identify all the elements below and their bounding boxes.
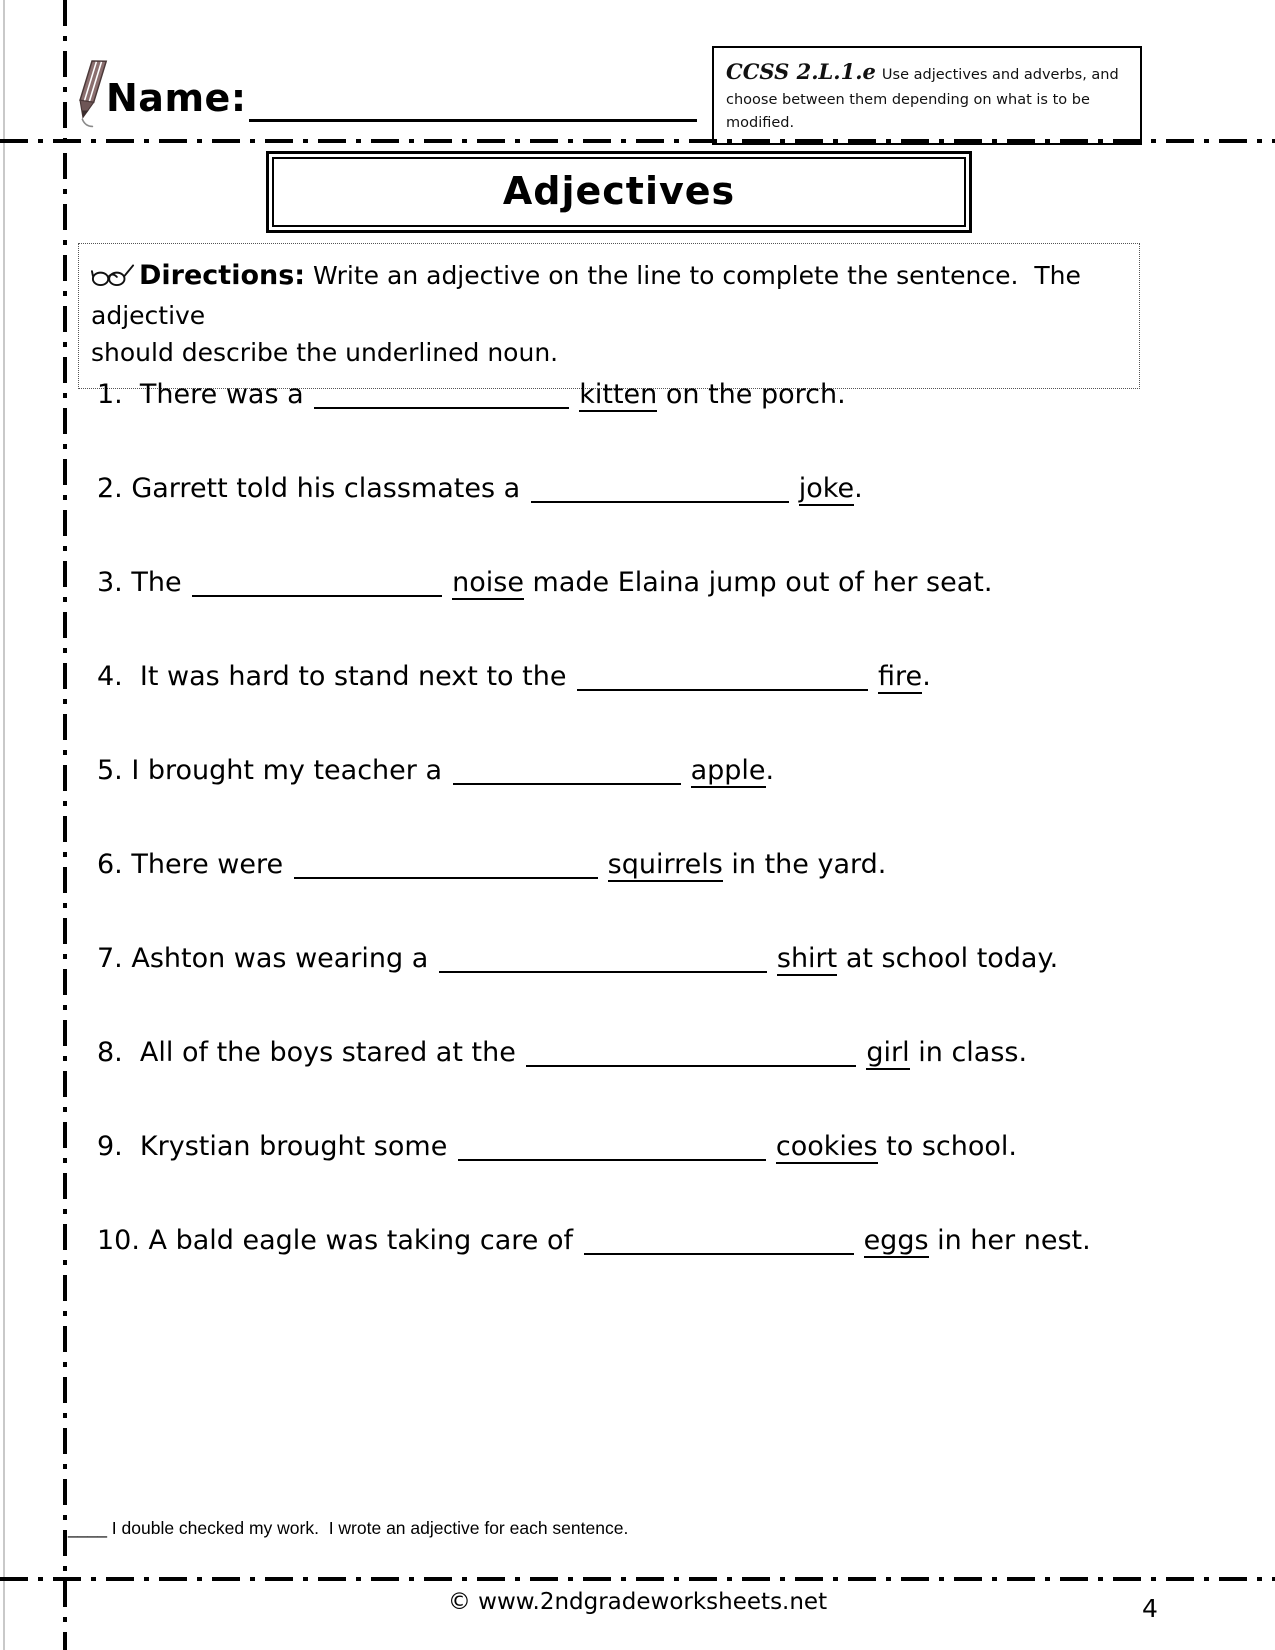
sentence-pre: 3. The bbox=[97, 567, 191, 598]
sentence-pre: 6. There were bbox=[97, 849, 292, 880]
sentence-pre: 4. It was hard to stand next to the bbox=[97, 661, 576, 692]
sentence-item-7 bbox=[97, 943, 1187, 1037]
underlined-noun: cookies bbox=[775, 1131, 878, 1162]
sentence-item-6 bbox=[97, 849, 1187, 943]
answer-blank-line bbox=[439, 970, 767, 973]
bottom-dashdot-divider bbox=[0, 1577, 1275, 1581]
sentence-pre: 10. A bald eagle was taking care of bbox=[97, 1225, 582, 1256]
sentence-item-3 bbox=[97, 567, 1187, 661]
directions-line-1 bbox=[91, 256, 1125, 334]
sentence-pre: 1. There was a bbox=[97, 379, 313, 410]
answer-blank-line bbox=[531, 500, 789, 503]
self-check-line: ____ I double checked my work. I wrote an adjective for each sentence. bbox=[68, 1518, 629, 1538]
title-box bbox=[266, 151, 972, 233]
sentence-post: made Elaina jump out of her seat. bbox=[523, 567, 993, 598]
answer-blank-line bbox=[314, 406, 569, 409]
sentence-item-1 bbox=[97, 379, 1187, 473]
sentence-item-8 bbox=[97, 1037, 1187, 1131]
sentence-item-10 bbox=[97, 1225, 1187, 1319]
glasses-icon bbox=[91, 262, 135, 288]
sentence-pre: 2. Garrett told his classmates a bbox=[97, 473, 529, 504]
ccss-standard-box bbox=[712, 46, 1142, 145]
underlined-noun: eggs bbox=[863, 1225, 929, 1256]
ccss-text: Use adjectives and adverbs, and choose between them depending on what is to be modified. bbox=[726, 67, 1119, 131]
name-label: Name: bbox=[106, 76, 247, 120]
directions-text-line2: should describe the underlined noun. bbox=[91, 338, 559, 367]
sentence-post: . bbox=[854, 473, 863, 504]
sentence-post: at school today. bbox=[837, 943, 1059, 974]
sentence-post: on the porch. bbox=[657, 379, 846, 410]
underlined-noun: squirrels bbox=[607, 849, 723, 880]
sentence-pre: 5. I brought my teacher a bbox=[97, 755, 451, 786]
underlined-noun: shirt bbox=[776, 943, 838, 974]
underlined-noun: kitten bbox=[579, 379, 658, 410]
directions-box bbox=[78, 243, 1140, 389]
directions-text-line1: Write an adjective on the line to complete the sentence. The adjective bbox=[91, 261, 1089, 330]
answer-blank-line bbox=[294, 876, 598, 879]
sentence-pre: 8. All of the boys stared at the bbox=[97, 1037, 525, 1068]
sentence-post: in class. bbox=[909, 1037, 1028, 1068]
underlined-noun: fire bbox=[878, 661, 923, 692]
answer-blank-line bbox=[577, 688, 868, 691]
sentence-post: . bbox=[765, 755, 775, 786]
sentence-post: in her nest. bbox=[928, 1225, 1091, 1256]
sentence-post: . bbox=[922, 661, 931, 692]
page-edge-line bbox=[3, 0, 5, 1650]
directions-label: Directions: bbox=[139, 260, 306, 291]
sentence-item-2 bbox=[97, 473, 1187, 567]
underlined-noun: apple bbox=[690, 755, 766, 786]
answer-blank-line bbox=[192, 594, 442, 597]
underlined-noun: noise bbox=[452, 567, 524, 598]
answer-blank-line bbox=[458, 1158, 766, 1161]
sentence-pre: 9. Krystian brought some bbox=[97, 1131, 456, 1162]
name-field-row bbox=[106, 76, 697, 122]
sentence-item-5 bbox=[97, 755, 1187, 849]
sentence-list bbox=[97, 379, 1187, 1319]
sentence-item-9 bbox=[97, 1131, 1187, 1225]
copyright-text: © www.2ndgradeworksheets.net bbox=[447, 1589, 828, 1615]
page-number: 4 bbox=[1142, 1594, 1158, 1623]
name-write-line bbox=[249, 77, 697, 122]
page-title: Adjectives bbox=[502, 169, 736, 213]
answer-blank-line bbox=[453, 782, 681, 785]
answer-blank-line bbox=[584, 1252, 854, 1255]
sentence-item-4 bbox=[97, 661, 1187, 755]
title-box-inner bbox=[272, 157, 966, 227]
margin-dashdot-line bbox=[63, 0, 67, 1650]
sentence-post: in the yard. bbox=[722, 849, 887, 880]
underlined-noun: girl bbox=[866, 1037, 910, 1068]
answer-blank-line bbox=[526, 1064, 856, 1067]
underlined-noun: joke bbox=[798, 473, 855, 504]
ccss-code: CCSS 2.L.1.e bbox=[726, 59, 876, 84]
sentence-pre: 7. Ashton was wearing a bbox=[97, 943, 437, 974]
sentence-post: to school. bbox=[877, 1131, 1018, 1162]
